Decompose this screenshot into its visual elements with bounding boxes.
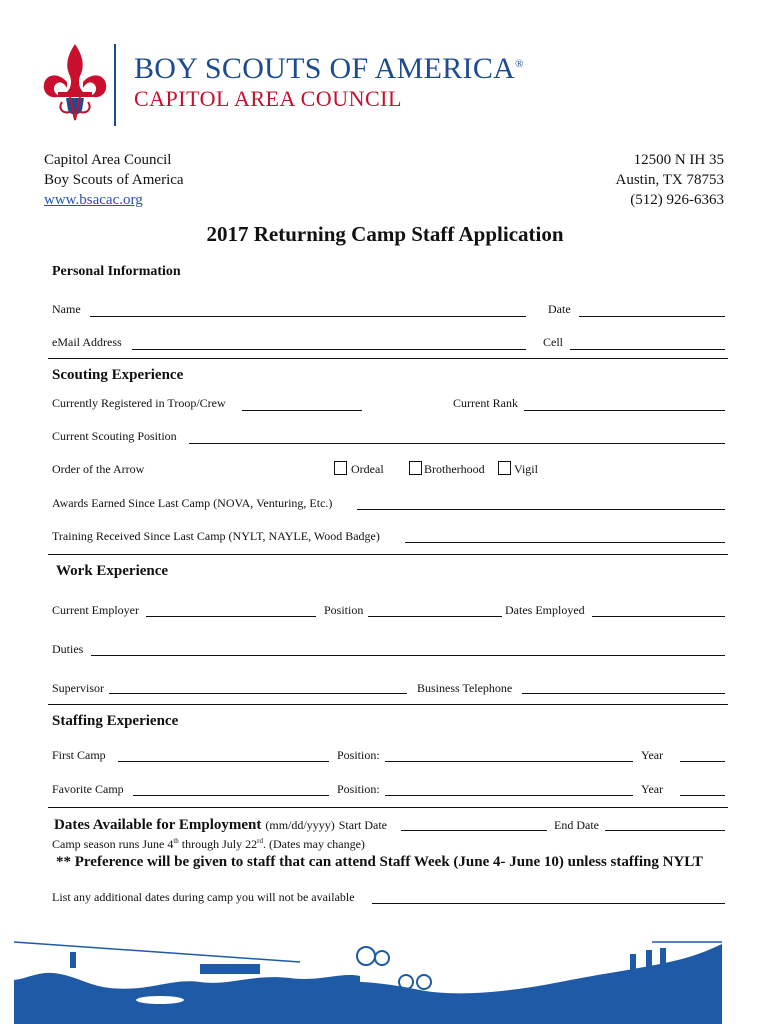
street-address: 12500 N IH 35	[633, 152, 724, 168]
scouting-position-label: Current Scouting Position	[52, 429, 177, 443]
end-date-label: End Date	[554, 818, 599, 832]
staffing-heading: Staffing Experience	[52, 713, 179, 729]
council-name: Capitol Area Council	[44, 152, 172, 168]
supervisor-field[interactable]	[109, 693, 407, 694]
rank-label: Current Rank	[453, 396, 518, 410]
scouting-position-field[interactable]	[189, 443, 725, 444]
availability-heading-row	[54, 816, 387, 834]
staff-week-preference: ** Preference will be given to staff that can attend Staff Week (June 4- June 10) unless staffing NYLT	[56, 854, 703, 870]
section-divider	[48, 704, 728, 705]
business-phone-label: Business Telephone	[417, 681, 513, 695]
website-link[interactable]: www.bsacac.org	[44, 192, 143, 208]
additional-dates-label: List any additional dates during camp you will not be available	[52, 890, 355, 904]
section-divider	[48, 554, 728, 555]
date-label: Date	[548, 302, 571, 316]
first-camp-field[interactable]	[118, 761, 329, 762]
employer-label: Current Employer	[52, 603, 139, 617]
supervisor-label: Supervisor	[52, 681, 104, 695]
bsa-fleur-de-lis-logo	[40, 42, 110, 124]
duties-label: Duties	[52, 642, 84, 656]
email-field[interactable]	[132, 349, 526, 350]
availability-heading: Dates Available for Employment	[54, 817, 262, 833]
troop-label: Currently Registered in Troop/Crew	[52, 396, 226, 410]
troop-field[interactable]	[242, 410, 362, 411]
right-address	[616, 150, 724, 210]
cell-field[interactable]	[570, 349, 725, 350]
favorite-position-label: Position:	[337, 782, 380, 796]
favorite-camp-label: Favorite Camp	[52, 782, 124, 796]
logo-divider	[114, 44, 116, 126]
ordeal-checkbox[interactable]	[334, 461, 347, 475]
first-position-label: Position:	[337, 748, 380, 762]
favorite-camp-field[interactable]	[133, 795, 329, 796]
duties-field[interactable]	[91, 655, 725, 656]
vigil-label: Vigil	[514, 462, 538, 476]
ordeal-label: Ordeal	[351, 462, 384, 476]
cell-label: Cell	[543, 335, 563, 349]
camp-season-note: Camp season runs June 4th through July 22rd. (Dates may change)	[52, 837, 365, 851]
first-position-field[interactable]	[385, 761, 633, 762]
vigil-checkbox[interactable]	[498, 461, 511, 475]
org-name: Boy Scouts of America	[44, 172, 184, 188]
name-label: Name	[52, 302, 81, 316]
arrow-label: Order of the Arrow	[52, 462, 145, 476]
work-position-field[interactable]	[368, 616, 502, 617]
city-state-zip: Austin, TX 78753	[615, 172, 724, 188]
scouting-heading: Scouting Experience	[52, 367, 184, 383]
favorite-year-label: Year	[641, 782, 664, 796]
outdoor-activities-illustration	[0, 920, 770, 1024]
awards-field[interactable]	[357, 509, 725, 510]
dates-employed-field[interactable]	[592, 616, 725, 617]
favorite-position-field[interactable]	[385, 795, 633, 796]
left-address	[44, 150, 184, 210]
name-field[interactable]	[90, 316, 526, 317]
section-divider	[48, 358, 728, 359]
phone-number: (512) 926-6363	[630, 192, 724, 208]
org-title: BOY SCOUTS OF AMERICA®	[134, 52, 524, 85]
start-date-label: Start Date	[338, 818, 388, 832]
favorite-year-field[interactable]	[680, 795, 725, 796]
first-year-field[interactable]	[680, 761, 725, 762]
date-format-hint: (mm/dd/yyyy)	[265, 818, 335, 832]
date-field[interactable]	[579, 316, 725, 317]
first-camp-label: First Camp	[52, 748, 106, 762]
dates-employed-label: Dates Employed	[505, 603, 585, 617]
end-date-field[interactable]	[605, 830, 725, 831]
employer-field[interactable]	[146, 616, 316, 617]
business-phone-field[interactable]	[522, 693, 725, 694]
work-position-label: Position	[324, 603, 364, 617]
additional-dates-field[interactable]	[372, 903, 725, 904]
brotherhood-label: Brotherhood	[424, 462, 485, 476]
org-subtitle: CAPITOL AREA COUNCIL	[134, 86, 402, 111]
rank-field[interactable]	[524, 410, 725, 411]
start-date-field[interactable]	[401, 830, 547, 831]
first-year-label: Year	[641, 748, 664, 762]
training-field[interactable]	[405, 542, 725, 543]
awards-label: Awards Earned Since Last Camp (NOVA, Venturing, Etc.)	[52, 496, 333, 510]
section-divider	[48, 807, 728, 808]
brotherhood-checkbox[interactable]	[409, 461, 422, 475]
email-label: eMail Address	[52, 335, 122, 349]
personal-heading: Personal Information	[52, 264, 181, 279]
work-heading: Work Experience	[56, 563, 169, 579]
form-title: 2017 Returning Camp Staff Application	[206, 222, 564, 246]
training-label: Training Received Since Last Camp (NYLT, NAYLE, Wood Badge)	[52, 529, 380, 543]
